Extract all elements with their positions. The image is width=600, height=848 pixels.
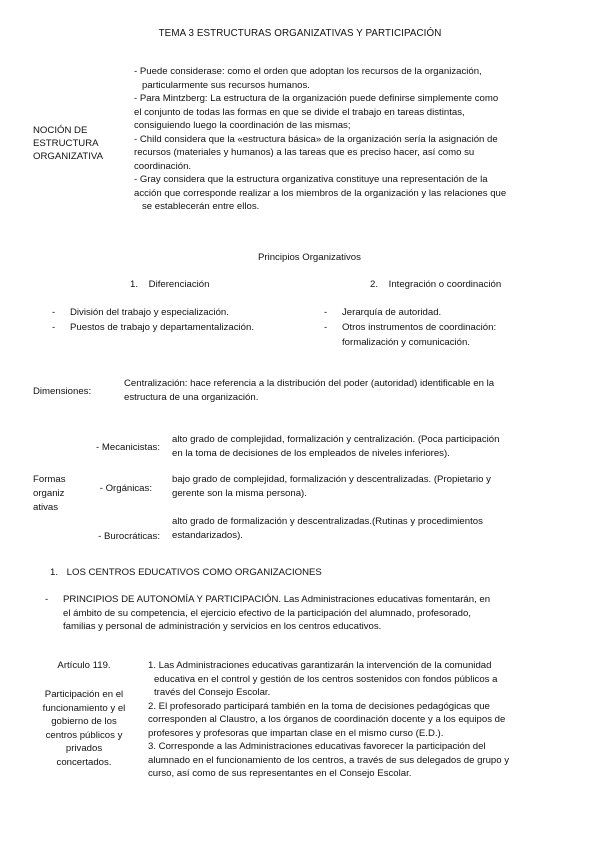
list-item-text: formalización y comunicación.	[342, 337, 470, 348]
forma-line: bajo grado de complejidad, formalización y descentralizadas. (Propietario y	[172, 474, 491, 485]
principio-heading-text: Integración o coordinación	[388, 279, 502, 290]
article-line: corresponden al Claustro, a los órganos de coordinación docente y a los equipos de	[148, 714, 506, 725]
article-line: profesores y profesoras que impartan clase en el mismo curso (E.D.).	[148, 727, 444, 739]
definition-line: - Puede considerase: como el orden que adoptan los recursos de la organización,	[134, 66, 482, 77]
article-paragraph	[148, 700, 568, 741]
forma-line: alto grado de formalización y descentralizadas.(Rutinas y procedimientos	[172, 516, 483, 527]
article-line: 2. El profesorado participará también en la toma de decisiones pedagógicas que	[148, 700, 490, 712]
article-line: 3. Corresponde a las Administraciones educativas favorecer la participación del	[148, 741, 486, 752]
definition-line: se establecerán entre ellos.	[142, 201, 260, 212]
definition-line: - Para Mintzberg: La estructura de la organización puede definirse simplemente como	[134, 93, 499, 104]
section-title: LOS CENTROS EDUCATIVOS COMO ORGANIZACIONES	[66, 567, 322, 578]
page-title: TEMA 3 ESTRUCTURAS ORGANIZATIVAS Y PARTICIPACIÓN	[158, 28, 442, 39]
forma-key-mecanicistas: - Mecanicistas:	[96, 442, 160, 453]
article-paragraph	[148, 659, 568, 700]
forma-description	[172, 515, 562, 542]
autonomia-paragraph	[63, 593, 563, 634]
nocion-label-line: ESTRUCTURA	[33, 138, 99, 149]
formas-label-line: organiz	[33, 488, 65, 499]
article-paragraph	[148, 740, 568, 781]
article-label-line: centros públicos y	[45, 729, 123, 741]
forma-line: gerente son la misma persona).	[172, 487, 307, 499]
article-label-line: privados	[65, 743, 103, 754]
bullet-dash: -	[324, 322, 328, 333]
forma-description	[172, 473, 562, 500]
definition-line: recursos (materiales y humanos) a las tareas que es preciso hacer, así como su	[134, 147, 475, 158]
definition-line: el conjunto de todas las formas en que se divide el trabajo en tareas distintas,	[134, 106, 465, 118]
principio-heading-integracion	[370, 278, 501, 292]
nocion-definitions	[134, 65, 574, 214]
definition-line: - Gray considera que la estructura organizativa constituye una representación de la	[134, 174, 488, 185]
list-item-continuation	[324, 336, 470, 350]
article-heading: Artículo 119.	[57, 660, 111, 671]
list-item-text: División del trabajo y especialización.	[70, 307, 229, 318]
definition-line: coordinación.	[134, 160, 192, 172]
article-label-line: Participación en el	[44, 689, 124, 700]
dimensiones-line: Centralización: hace referencia a la distribución del poder (autoridad) identificable en la	[124, 378, 495, 389]
article-line: 1. Las Administraciones educativas garantizarán la intervención de la comunidad	[148, 660, 492, 671]
bullet-dash: -	[45, 594, 49, 605]
dimensiones-line: estructura de una organización.	[124, 391, 259, 403]
section-number: 1.	[50, 567, 59, 578]
nocion-label	[33, 124, 123, 163]
article-line: educativa en el control y gestión de los centros sostenidos con fondos públicos a	[154, 673, 498, 685]
article-line: curso, así como de sus representantes en el Consejo Escolar.	[148, 768, 412, 779]
list-item-text: Jerarquía de autoridad.	[342, 307, 442, 318]
article-line: través del Consejo Escolar.	[154, 687, 271, 698]
forma-line: en la toma de decisiones de los empleados de niveles inferiores).	[172, 447, 450, 459]
article-body	[148, 659, 568, 781]
principio-number: 1.	[130, 279, 139, 290]
bullet-dash: -	[52, 322, 56, 333]
principio-heading-text: Diferenciación	[148, 279, 210, 290]
definition-paragraph	[134, 173, 574, 214]
dimensiones-label: Dimensiones:	[33, 386, 92, 397]
formas-label-line: ativas	[33, 502, 59, 513]
definition-line: - Child considera que la «estructura básica» de la organización sería la asignación de	[134, 133, 498, 145]
principio-number: 2.	[370, 279, 379, 290]
article-label-line: gobierno de los	[51, 716, 117, 727]
list-item-text: Puestos de trabajo y departamentalización.	[70, 322, 254, 333]
definition-paragraph	[134, 133, 574, 174]
article-label	[30, 688, 138, 769]
list-item	[52, 306, 229, 320]
definition-line: consiguiendo luego la coordinación de las mismas;	[134, 120, 351, 131]
nocion-label-line: NOCIÓN DE	[33, 125, 88, 136]
article-line: alumnado en el funcionamiento de los centros, a través de sus delegados de grupo y	[148, 754, 510, 766]
formas-label-line: Formas	[33, 474, 66, 485]
definition-line: particularmente sus recursos humanos.	[142, 79, 310, 91]
article-label-line: concertados.	[56, 756, 112, 768]
autonomia-line: familias y personal de administración y servicios en los centros educativos.	[63, 621, 382, 632]
bullet-dash: -	[324, 307, 328, 318]
forma-description	[172, 433, 562, 460]
definition-paragraph	[134, 92, 574, 133]
forma-line: estandarizados).	[172, 529, 243, 541]
autonomia-line: el ámbito de su competencia, el ejercicio efectivo de la participación del alumnado, profesorado,	[63, 607, 471, 619]
section-heading	[50, 566, 322, 580]
definition-line: acción que corresponde realizar a los miembros de la organización y las relaciones que	[134, 187, 507, 199]
nocion-label-line: ORGANIZATIVA	[33, 151, 104, 162]
principios-title: Principios Organizativos	[258, 252, 361, 263]
forma-key-burocraticas: - Burocráticas:	[98, 531, 160, 542]
definition-paragraph	[134, 65, 574, 92]
forma-line: alto grado de complejidad, formalización y centralización. (Poca participación	[172, 434, 500, 445]
dimensiones-text	[124, 377, 564, 404]
list-item	[52, 321, 254, 335]
autonomia-line: PRINCIPIOS DE AUTONOMÍA Y PARTICIPACIÓN. Las Administraciones educativas fomentarán, en	[63, 594, 491, 605]
article-label-line: funcionamiento y el	[42, 702, 126, 714]
list-item	[324, 321, 496, 335]
list-item-text: Otros instrumentos de coordinación:	[342, 322, 497, 333]
principio-heading-diferenciacion	[130, 278, 209, 292]
forma-key-organicas: - Orgánicas:	[99, 483, 152, 494]
bullet-dash: -	[52, 307, 56, 318]
list-item	[324, 306, 441, 320]
formas-label	[33, 473, 75, 515]
